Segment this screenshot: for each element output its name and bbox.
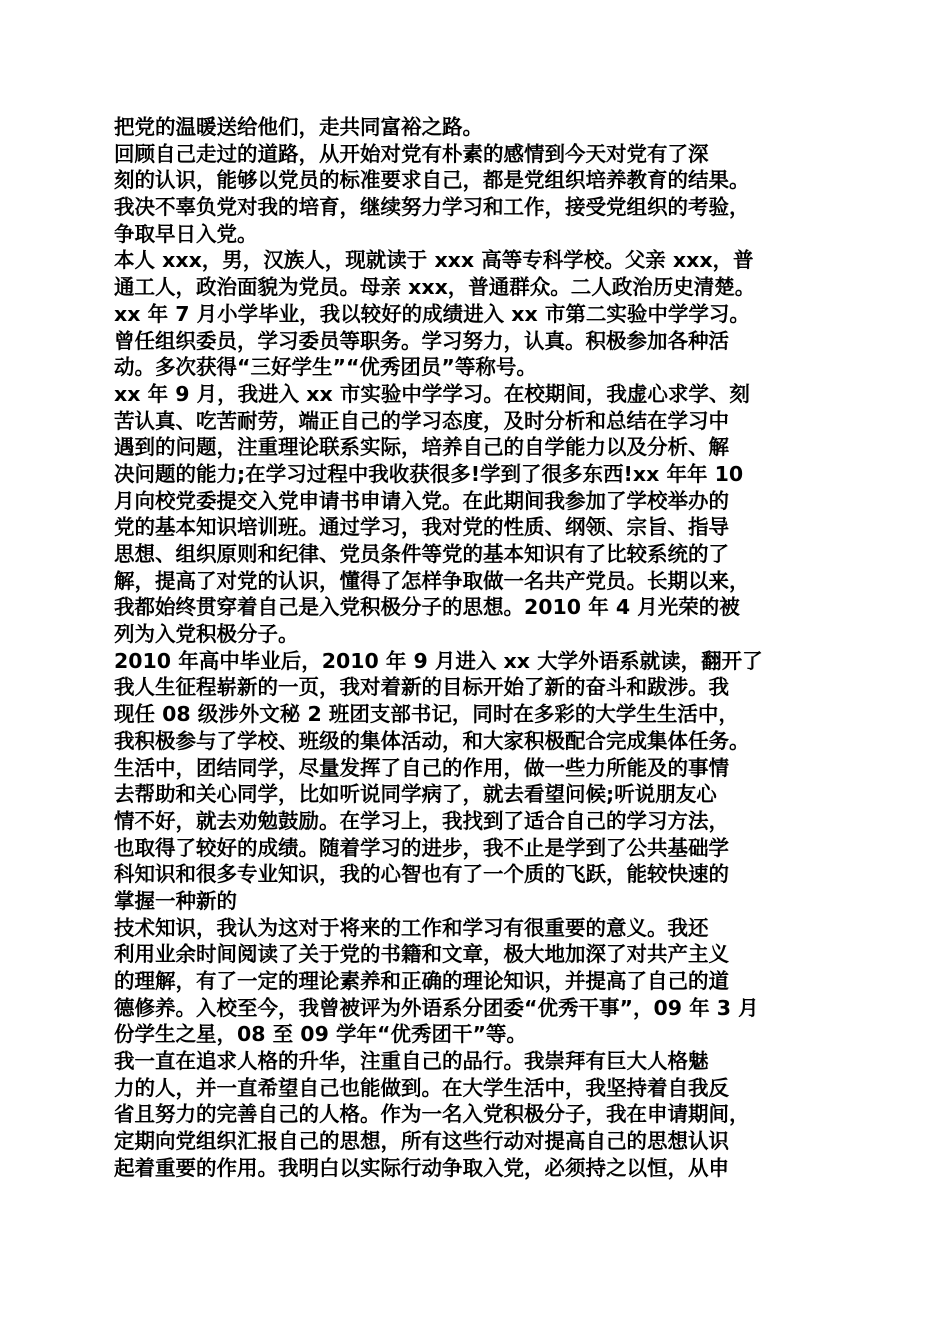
text-line: 我人生征程崭新的一页，我对着新的目标开始了新的奋斗和跋涉。我 — [114, 675, 729, 700]
document-body — [114, 114, 854, 1182]
text-line: 也取得了较好的成绩。随着学习的进步，我不止是学到了公共基础学 — [114, 835, 729, 860]
text-line: 德修养。入校至今，我曾被评为外语系分团委“优秀干事”，09 年 3 月 — [114, 995, 759, 1020]
text-line: 现任 08 级涉外文秘 2 班团支部书记，同时在多彩的大学生生活中， — [114, 702, 739, 727]
text-line: 起着重要的作用。我明白以实际行动争取入党，必须持之以恒，从申 — [114, 1155, 729, 1180]
text-line: 我积极参与了学校、班级的集体活动，和大家积极配合完成集体任务。 — [114, 728, 750, 753]
text-line: 回顾自己走过的道路，从开始对党有朴素的感情到今天对党有了深 — [114, 141, 709, 166]
text-line: 我决不辜负党对我的培育，继续努力学习和工作，接受党组织的考验， — [114, 195, 750, 220]
text-line: 生活中，团结同学，尽量发挥了自己的作用，做一些力所能及的事情 — [114, 755, 729, 780]
text-line: 遇到的问题，注重理论联系实际，培养自己的自学能力以及分析、解 — [114, 435, 729, 460]
text-line: 党的基本知识培训班。通过学习，我对党的性质、纲领、宗旨、指导 — [114, 515, 729, 540]
text-line: 2010 年高中毕业后，2010 年 9 月进入 xx 大学外语系就读，翻开了 — [114, 648, 763, 673]
text-line: 解，提高了对党的认识，懂得了怎样争取做一名共产党员。长期以来， — [114, 568, 750, 593]
text-line: 情不好，就去劝勉鼓励。在学习上，我找到了适合自己的学习方法， — [114, 808, 729, 833]
text-line: 把党的温暖送给他们，走共同富裕之路。 — [114, 115, 483, 139]
text-line: 本人 xxx，男，汉族人，现就读于 xxx 高等专科学校。父亲 xxx，普 — [114, 248, 754, 273]
text-line: 通工人，政治面貌为党员。母亲 xxx，普通群众。二人政治历史清楚。 — [114, 275, 756, 300]
text-line: 技术知识，我认为这对于将来的工作和学习有很重要的意义。我还 — [114, 915, 709, 940]
text-line: 的理解，有了一定的理论素养和正确的理论知识，并提高了自己的道 — [114, 969, 729, 993]
text-line: 力的人，并一直希望自己也能做到。在大学生活中，我坚持着自我反 — [114, 1075, 729, 1100]
text-line: 我一直在追求人格的升华，注重自己的品行。我崇拜有巨大人格魅 — [114, 1049, 709, 1074]
text-line: 曾任组织委员，学习委员等职务。学习努力，认真。积极参加各种活 — [114, 328, 729, 353]
text-line: 刻的认识，能够以党员的标准要求自己，都是党组织培养教育的结果。 — [114, 168, 750, 193]
text-line: 争取早日入党。 — [114, 221, 258, 246]
text-line: 科知识和很多专业知识，我的心智也有了一个质的飞跃，能较快速的 — [114, 862, 729, 887]
text-line: 利用业余时间阅读了关于党的书籍和文章，极大地加深了对共产主义 — [114, 942, 729, 967]
text-line: 我都始终贯穿着自己是入党积极分子的思想。2010 年 4 月光荣的被 — [114, 595, 740, 620]
text-line: 掌握一种新的 — [114, 888, 237, 913]
text-line: 定期向党组织汇报自己的思想，所有这些行动对提高自己的思想认识 — [114, 1129, 729, 1154]
text-line: 思想、组织原则和纪律、党员条件等党的基本知识有了比较系统的了 — [114, 542, 729, 566]
text-line: 省且努力的完善自己的人格。作为一名入党积极分子，我在申请期间， — [114, 1102, 750, 1127]
text-line: 月向校党委提交入党申请书申请入党。在此期间我参加了学校举办的 — [114, 488, 729, 513]
text-line: 苦认真、吃苦耐劳，端正自己的学习态度，及时分析和总结在学习中 — [114, 408, 729, 433]
text-line: xx 年 9 月，我进入 xx 市实验中学学习。在校期间，我虚心求学、刻 — [114, 381, 750, 406]
text-line: 动。多次获得“三好学生”“优秀团员”等称号。 — [114, 355, 537, 380]
text-line: 决问题的能力;在学习过程中我收获很多!学到了很多东西!xx 年年 10 — [114, 461, 744, 486]
text-line: 份学生之星，08 至 09 学年“优秀团干”等。 — [114, 1022, 527, 1047]
text-line: 列为入党积极分子。 — [114, 622, 299, 647]
text-line: xx 年 7 月小学毕业，我以较好的成绩进入 xx 市第二实验中学学习。 — [114, 301, 750, 326]
text-line: 去帮助和关心同学，比如听说同学病了，就去看望问候;听说朋友心 — [114, 782, 717, 807]
